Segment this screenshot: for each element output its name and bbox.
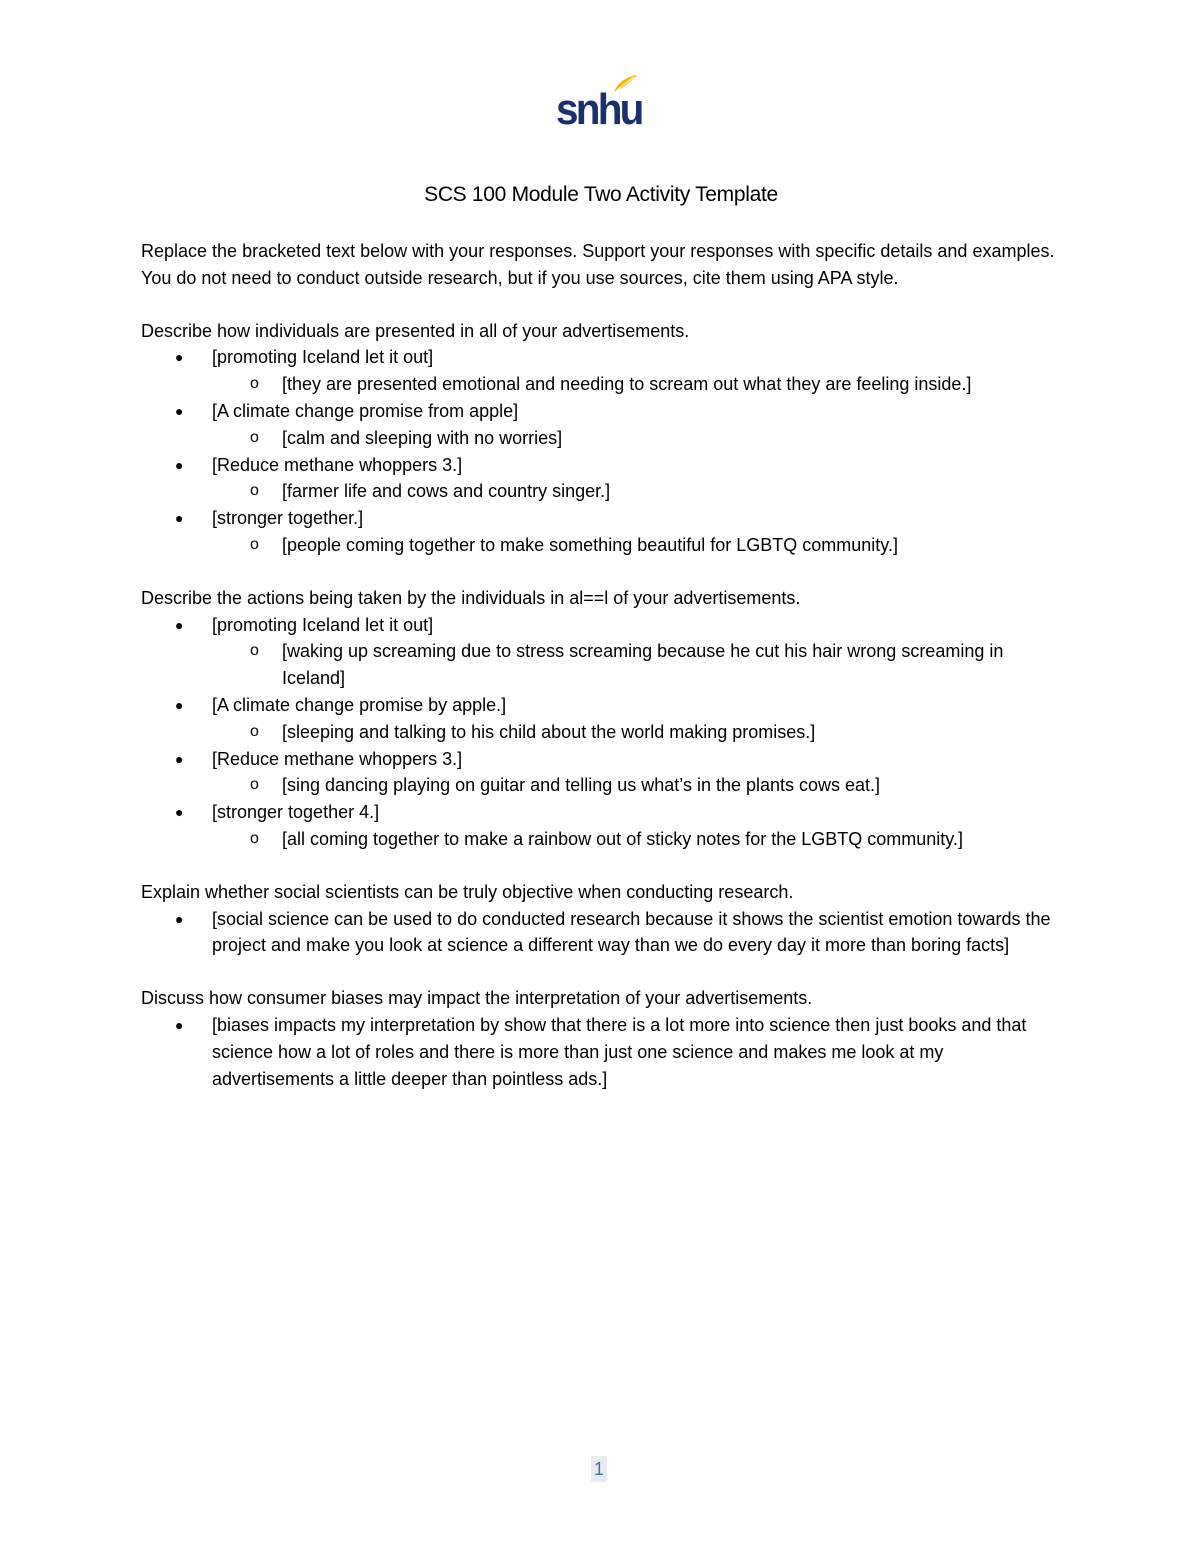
sub-list-item: o [people coming together to make something beautiful for LGBTQ community.] — [141, 532, 1061, 559]
sub-list-item: o [they are presented emotional and needing to scream out what they are feeling inside.] — [141, 371, 1061, 398]
section-biases — [141, 985, 1061, 1092]
circle-bullet-icon: o — [250, 428, 259, 446]
answer-list — [141, 612, 1061, 853]
intro-paragraph: Replace the bracketed text below with your responses. Support your responses with specific details and examples. You do not need to conduct outside research, but if you use sources, cite them using APA style. — [141, 241, 1055, 288]
sub-list-item: o [calm and sleeping with no worries] — [141, 425, 1061, 452]
circle-bullet-icon: o — [250, 375, 259, 393]
list-item: ● [Reduce methane whoppers 3.] — [141, 746, 1061, 773]
bullet-icon: ● — [175, 804, 184, 821]
list-item: ● [stronger together.] — [141, 505, 1061, 532]
bullet-icon: ● — [175, 1016, 184, 1033]
snhu-logo — [556, 74, 640, 132]
bullet-icon: ● — [175, 750, 184, 767]
question: Discuss how consumer biases may impact the interpretation of your advertisements. — [141, 988, 813, 1009]
answer-list — [141, 1012, 1061, 1092]
logo-text: snhu — [556, 85, 642, 134]
section-actions — [141, 585, 1061, 853]
circle-bullet-icon: o — [250, 829, 259, 847]
bullet-icon: ● — [175, 696, 184, 713]
section-presentation — [141, 318, 1061, 559]
circle-bullet-icon: o — [250, 642, 259, 660]
answer-list — [141, 906, 1061, 960]
document-body — [141, 180, 1061, 1118]
answer-list — [141, 344, 1061, 558]
question: Describe the actions being taken by the individuals in al==l of your advertisements. — [141, 587, 801, 608]
bullet-icon: ● — [175, 349, 184, 366]
sub-list-item: o [all coming together to make a rainbow out of sticky notes for the LGBTQ community.] — [141, 826, 1061, 853]
section-objectivity — [141, 879, 1061, 959]
sub-list-item: o [farmer life and cows and country singer.] — [141, 478, 1061, 505]
list-item: ● [stronger together 4.] — [141, 799, 1061, 826]
bullet-icon: ● — [175, 910, 184, 927]
bullet-icon: ● — [175, 510, 184, 527]
list-item: ● [biases impacts my interpretation by show that there is a lot more into science then just books and that science how a lot of roles and there is more than just one science and makes me look at my advertisements a little deeper than pointless ads.] — [141, 1012, 1061, 1092]
circle-bullet-icon: o — [250, 722, 259, 740]
sub-list-item: o [waking up screaming due to stress screaming because he cut his hair wrong screaming in Iceland] — [141, 638, 1061, 692]
page-title: SCS 100 Module Two Activity Template — [424, 183, 778, 206]
list-item: ● [social science can be used to do conducted research because it shows the scientist emotion towards the project and make you look at science a different way than we do every day it more than boring facts] — [141, 906, 1061, 960]
list-item: ● [Reduce methane whoppers 3.] — [141, 452, 1061, 479]
circle-bullet-icon: o — [250, 482, 259, 500]
circle-bullet-icon: o — [250, 535, 259, 553]
bullet-icon: ● — [175, 402, 184, 419]
page-number: 1 — [591, 1456, 607, 1482]
sub-list-item: o [sleeping and talking to his child about the world making promises.] — [141, 719, 1061, 746]
list-item: ● [A climate change promise from apple] — [141, 398, 1061, 425]
question: Explain whether social scientists can be truly objective when conducting research. — [141, 881, 794, 902]
sub-list-item: o [sing dancing playing on guitar and telling us what’s in the plants cows eat.] — [141, 772, 1061, 799]
circle-bullet-icon: o — [250, 776, 259, 794]
list-item: ● [promoting Iceland let it out] — [141, 344, 1061, 371]
bullet-icon: ● — [175, 456, 184, 473]
list-item: ● [A climate change promise by apple.] — [141, 692, 1061, 719]
question: Describe how individuals are presented in all of your advertisements. — [141, 320, 690, 341]
bullet-icon: ● — [175, 616, 184, 633]
list-item: ● [promoting Iceland let it out] — [141, 612, 1061, 639]
